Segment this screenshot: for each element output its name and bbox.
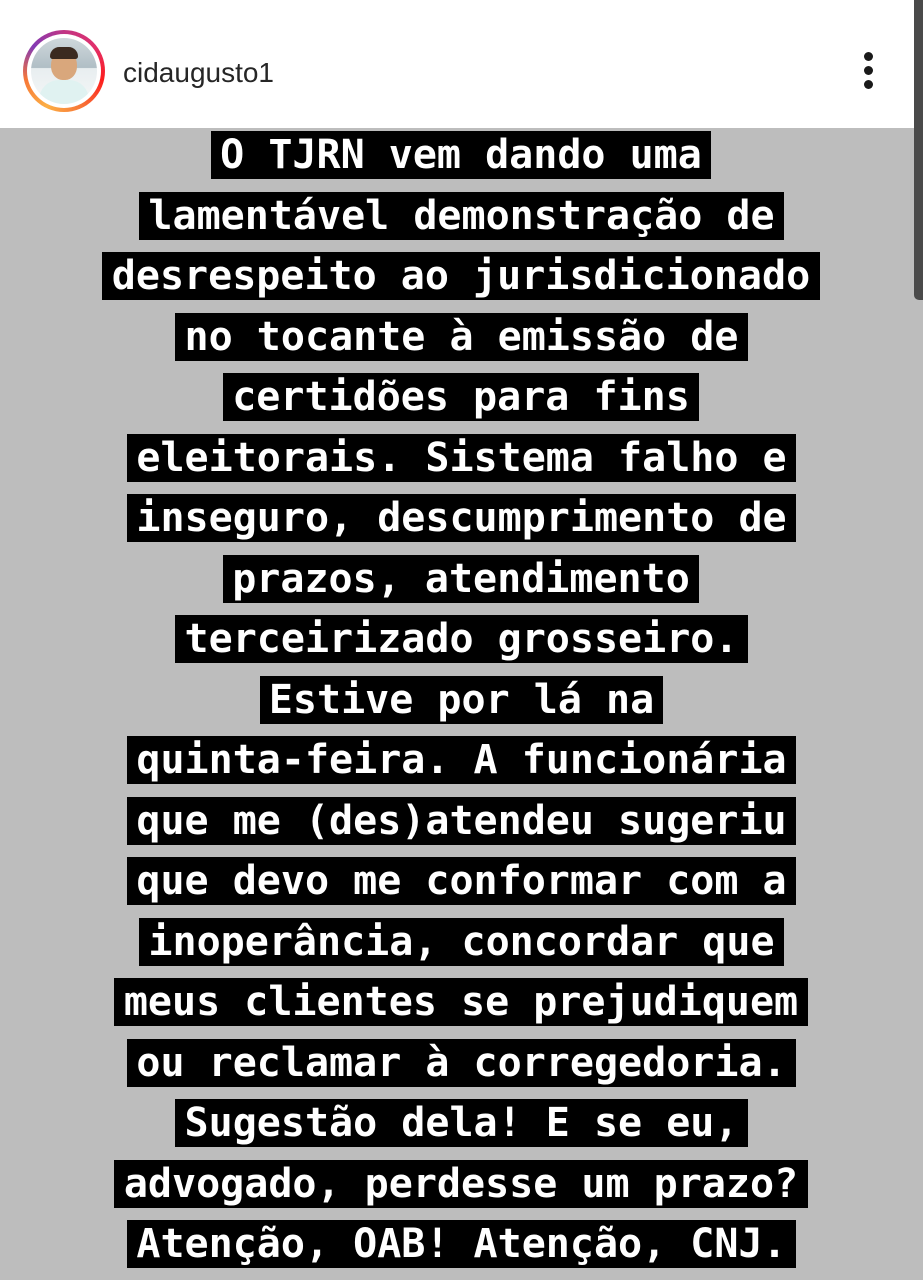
menu-dot	[864, 66, 873, 75]
menu-dot	[864, 80, 873, 89]
menu-dot	[864, 52, 873, 61]
story-text-line: terceirizado grosseiro.	[175, 615, 748, 663]
story-text-line: desrespeito ao jurisdicionado	[102, 252, 820, 300]
story-text-line: lamentável demonstração de	[139, 192, 784, 240]
story-text-line: ou reclamar à corregedoria.	[127, 1039, 796, 1087]
story-text-body	[0, 128, 923, 1280]
avatar-shirt	[39, 80, 89, 104]
story-text-line: inoperância, concordar que	[139, 918, 784, 966]
story-text-line: eleitorais. Sistema falho e	[127, 434, 796, 482]
story-text-line: Sugestão dela! E se eu,	[175, 1099, 748, 1147]
profile-avatar[interactable]	[23, 30, 105, 112]
more-vertical-icon[interactable]	[852, 50, 886, 92]
story-text-line: advogado, perdesse um prazo?	[114, 1160, 808, 1208]
story-text-line: quinta-feira. A funcionária	[127, 736, 796, 784]
story-text-line: prazos, atendimento	[223, 555, 699, 603]
story-text-line: no tocante à emissão de	[175, 313, 748, 361]
story-text-line: Estive por lá na	[260, 676, 663, 724]
avatar-hair	[50, 47, 78, 59]
story-text-line: O TJRN vem dando uma	[211, 131, 711, 179]
story-text-line: certidões para fins	[223, 373, 699, 421]
avatar-border	[27, 34, 101, 108]
story-header	[0, 0, 923, 128]
story-text-line: meus clientes se prejudiquem	[114, 978, 808, 1026]
avatar-photo	[31, 38, 97, 104]
username-link[interactable]: cidaugusto1	[123, 57, 275, 88]
story-text-line: que devo me conformar com a	[127, 857, 796, 905]
story-text-line: Atenção, OAB! Atenção, CNJ.	[127, 1220, 796, 1268]
story-text-line: que me (des)atendeu sugeriu	[127, 797, 796, 845]
story-text-line: inseguro, descumprimento de	[127, 494, 796, 542]
